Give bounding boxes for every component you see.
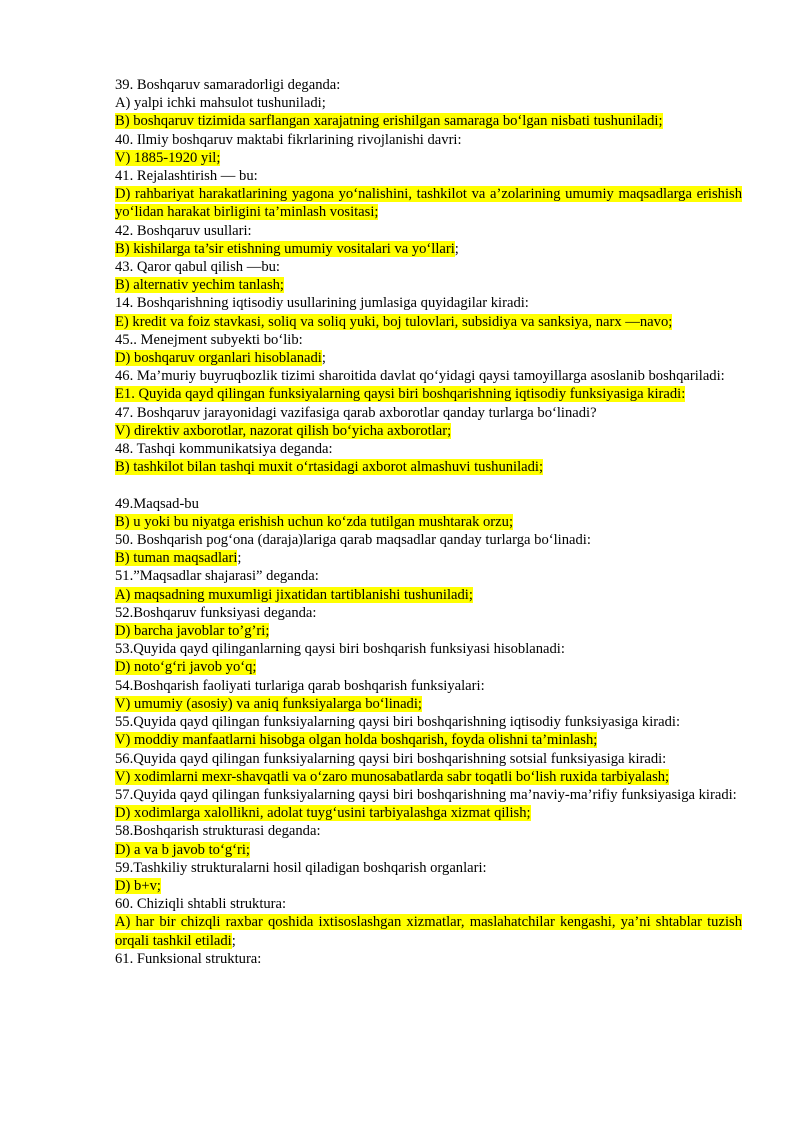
answer-text: D) b+v; [115, 877, 161, 894]
highlighted-answer [115, 877, 742, 895]
answer-text: B) tashkilot bilan tashqi muxit o‘rtasidagi axborot almashuvi tushuniladi; [115, 459, 544, 476]
highlighted-answer [115, 768, 742, 786]
question-text: 57.Quyida qayd qilingan funksiyalarning qaysi biri boshqarishning ma’naviy-ma’rifiy funksiyasiga kiradi: [115, 786, 737, 803]
answer-text: A) har bir chizqli raxbar qoshida ixtisoslashgan xizmatlar, maslahatchilar kengashi, ya’ni shtablar tuzish orqali tashkil etiladi [115, 914, 742, 949]
question-text: 47. Boshqaruv jarayonidagi vazifasiga qarab axborotlar qanday turlarga bo‘linadi? [115, 404, 597, 421]
answer-tail: ; [454, 240, 459, 257]
question-text: 43. Qaror qabul qilish —bu: [115, 259, 280, 276]
blank-line [115, 476, 742, 494]
highlighted-answer [115, 112, 742, 130]
question-text: 40. Ilmiy boshqaruv maktabi fikrlarining rivojlanishi davri: [115, 131, 462, 148]
highlighted-answer [115, 185, 742, 221]
question-text: 53.Quyida qayd qilinganlarning qaysi biri boshqarish funksiyasi hisoblanadi: [115, 641, 565, 658]
highlighted-answer [115, 276, 742, 294]
highlighted-answer [115, 731, 742, 749]
highlighted-answer [115, 658, 742, 676]
question-text: 54.Boshqarish faoliyati turlariga qarab boshqarish funksiyalari: [115, 677, 485, 694]
highlighted-answer [115, 385, 742, 403]
answer-tail: ; [237, 550, 242, 567]
answer-text: V) direktiv axborotlar, nazorat qilish bo‘yicha axborotlar; [115, 422, 452, 439]
question-text: 50. Boshqarish pog‘ona (daraja)lariga qarab maqsadlar qanday turlarga bo‘linadi: [115, 532, 591, 549]
highlighted-answer [115, 841, 742, 859]
highlighted-answer [115, 458, 742, 476]
highlighted-answer [115, 549, 742, 567]
highlighted-answer [115, 513, 742, 531]
question-text: 59.Tashkiliy strukturalarni hosil qiladigan boshqarish organlari: [115, 859, 487, 876]
question-text: 52.Boshqaruv funksiyasi deganda: [115, 604, 317, 621]
question-text: 55.Quyida qayd qilingan funksiyalarning qaysi biri boshqarishning iqtisodiy funksiyasiga kiradi: [115, 714, 681, 731]
highlighted-answer [115, 349, 742, 367]
highlighted-answer [115, 586, 742, 604]
question-text: 45.. Menejment subyekti bo‘lib: [115, 331, 303, 348]
question-text: 46. Ma’muriy buyruqbozlik tizimi sharoitida davlat qo‘yidagi qaysi tamoyillarga asoslanib boshqariladi: [115, 368, 725, 385]
answer-text: A) maqsadning muxumligi jixatidan tartiblanishi tushuniladi; [115, 586, 473, 603]
answer-text: D) barcha javoblar to’g’ri; [115, 623, 270, 640]
answer-text: V) xodimlarni mexr-shavqatli va o‘zaro munosabatlarda sabr toqatli bo‘lish ruxida tarbiyalash; [115, 768, 670, 785]
question-text: 14. Boshqarishning iqtisodiy usullarining jumlasiga quyidagilar kiradi: [115, 295, 529, 312]
answer-text: V) 1885-1920 yil; [115, 149, 221, 166]
question-text: 48. Tashqi kommunikatsiya deganda: [115, 441, 333, 458]
answer-text: B) u yoki bu niyatga erishish uchun ko‘zda tutilgan mushtarak orzu; [115, 513, 514, 530]
answer-text: E1. Quyida qayd qilingan funksiyalarning qaysi biri boshqarishning iqtisodiy funksiyasiga kiradi: [115, 386, 686, 403]
highlighted-answer [115, 695, 742, 713]
answer-text: B) alternativ yechim tanlash; [115, 277, 284, 294]
answer-text: V) umumiy (asosiy) va aniq funksiyalarga bo‘linadi; [115, 695, 422, 712]
answer-text: E) kredit va foiz stavkasi, soliq va soliq yuki, boj tulovlari, subsidiya va sanksiya, narx —navo; [115, 313, 673, 330]
question-text: 42. Boshqaruv usullari: [115, 222, 252, 239]
question-text: 51.”Maqsadlar shajarasi” deganda: [115, 568, 319, 585]
answer-text: B) tuman maqsadlari [115, 550, 238, 567]
answer-text: B) kishilarga ta’sir etishning umumiy vositalari va yo‘llari [115, 240, 455, 257]
question-text: 60. Chiziqli shtabli struktura: [115, 896, 287, 913]
highlighted-answer [115, 149, 742, 167]
answer-text: V) moddiy manfaatlarni hisobga olgan holda boshqarish, foyda olishni ta’minlash; [115, 732, 598, 749]
answer-text: D) xodimlarga xalollikni, adolat tuyg‘usini tarbiyalashga xizmat qilish; [115, 805, 531, 822]
highlighted-answer [115, 240, 742, 258]
question-text: A) yalpi ichki mahsulot tushuniladi; [115, 95, 326, 112]
question-text: 41. Rejalashtirish — bu: [115, 168, 258, 185]
answer-text: D) boshqaruv organlari hisoblanadi [115, 350, 322, 367]
question-text: 56.Quyida qayd qilingan funksiyalarning qaysi biri boshqarishning sotsial funksiyasiga kiradi: [115, 750, 667, 767]
highlighted-answer [115, 804, 742, 822]
answer-text: D) noto‘g‘ri javob yo‘q; [115, 659, 257, 676]
answer-tail: ; [231, 932, 236, 949]
highlighted-answer [115, 313, 742, 331]
question-text: 39. Boshqaruv samaradorligi deganda: [115, 77, 341, 93]
answer-text: D) a va b javob to‘g‘ri; [115, 841, 250, 858]
highlighted-answer [115, 422, 742, 440]
answer-text: B) boshqaruv tizimida sarflangan xarajatning erishilgan samaraga bo‘lgan nisbati tushuniladi; [115, 113, 663, 130]
question-text: 58.Boshqarish strukturasi deganda: [115, 823, 321, 840]
highlighted-answer [115, 913, 742, 949]
answer-text: D) rahbariyat harakatlarining yagona yo‘nalishini, tashkilot va a’zolarining umumiy maqsadlarga erishish yo‘lidan harakat birligini ta’minlash vositasi; [115, 186, 742, 221]
question-text: 49.Maqsad-bu [115, 495, 199, 512]
highlighted-answer [115, 622, 742, 640]
document-page [115, 76, 742, 968]
answer-tail: ; [321, 350, 326, 367]
question-text: 61. Funksional struktura: [115, 950, 262, 967]
